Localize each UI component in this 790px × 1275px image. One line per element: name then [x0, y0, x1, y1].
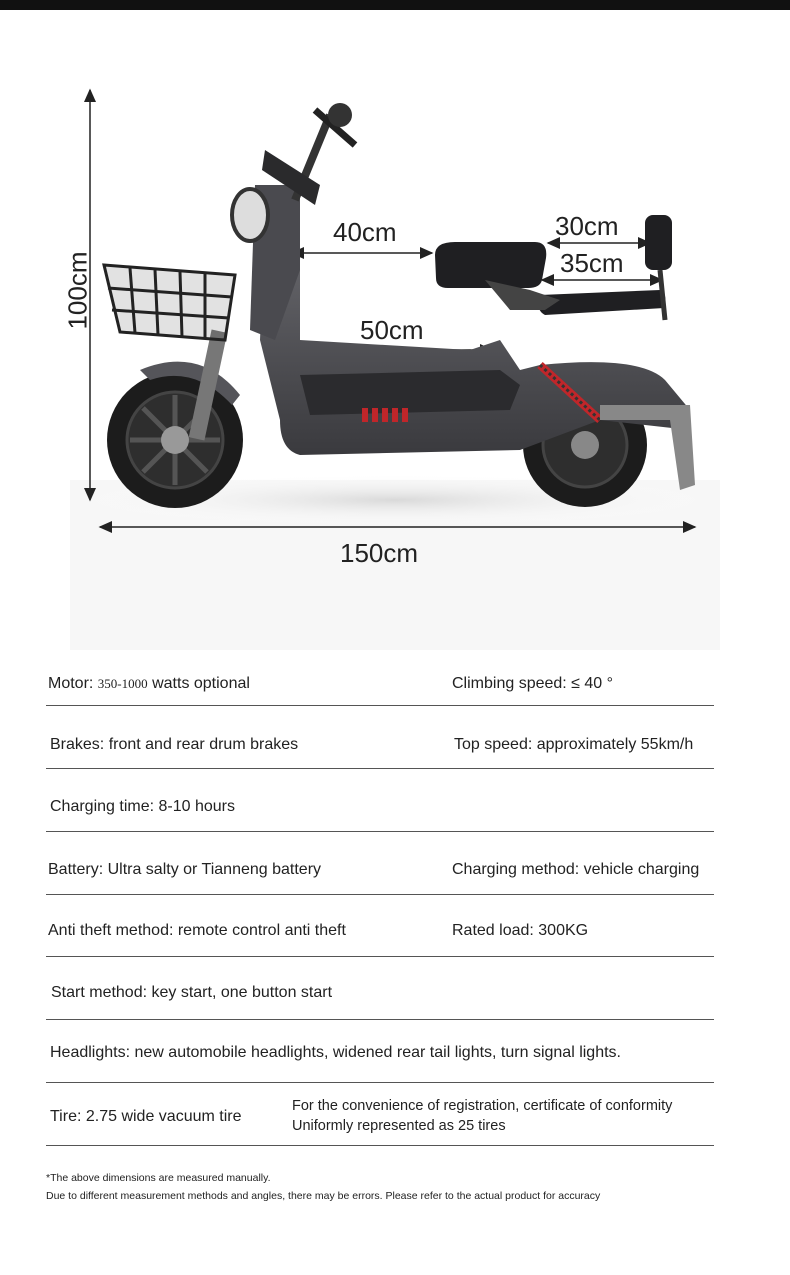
rear-seat: [538, 290, 665, 315]
front-seat: [435, 242, 546, 288]
battery-spec: Battery: Ultra salty or Tianneng battery: [48, 861, 322, 878]
handlebar-seat-label: 40cm: [333, 217, 397, 247]
headlight: [232, 189, 268, 241]
top-border: [0, 0, 790, 10]
spec-row-charging-time: [46, 768, 714, 832]
length-label: 150cm: [340, 538, 419, 568]
height-label: 100cm: [62, 251, 93, 330]
dimension-note-1: *The above dimensions are measured manually.: [46, 1172, 271, 1184]
scooter-dimension-figure: [0, 10, 790, 650]
headlights-spec: Headlights: new automobile headlights, widened rear tail lights, turn signal lights.: [50, 1044, 621, 1061]
spec-row-start-method: [46, 956, 714, 1020]
spec-row-headlights: [46, 1019, 714, 1083]
spec-row-battery: [46, 831, 714, 895]
registration-line-2: Uniformly represented as 25 tires: [292, 1118, 506, 1134]
front-basket: [104, 265, 235, 340]
tire-spec: Tire: 2.75 wide vacuum tire: [50, 1108, 242, 1125]
brakes-spec: Brakes: front and rear drum brakes: [50, 736, 299, 753]
spec-row-brakes: [46, 705, 714, 769]
footboard: [300, 370, 520, 415]
rated-load-spec: Rated load: 300KG: [452, 922, 589, 939]
footboard-label: 50cm: [360, 315, 424, 345]
rear-seat-top-label: 30cm: [555, 211, 619, 241]
top-speed-spec: Top speed: approximately 55km/h: [454, 736, 694, 753]
motor-spec: [48, 675, 250, 693]
mirror: [328, 103, 352, 127]
charging-time-spec: Charging time: 8-10 hours: [50, 798, 235, 815]
spec-row-tire: [46, 1082, 714, 1146]
motor-label: Motor:: [48, 675, 94, 692]
climbing-spec: Climbing speed: ≤ 40 °: [452, 675, 614, 692]
spec-row-motor: [46, 660, 714, 706]
motor-value: 350-1000: [97, 676, 148, 691]
charging-method-spec: Charging method: vehicle charging: [452, 861, 700, 878]
dimension-note-2: Due to different measurement methods and angles, there may be errors. Please refer to the actual product for accuracy: [46, 1190, 601, 1202]
spec-row-anti-theft: [46, 894, 714, 957]
start-method-spec: Start method: key start, one button start: [51, 984, 333, 1001]
motor-suffix: watts optional: [152, 675, 250, 692]
rear-seat-label: 35cm: [560, 248, 624, 278]
anti-theft-spec: Anti theft method: remote control anti theft: [48, 922, 346, 939]
backrest: [645, 215, 672, 270]
registration-line-1: For the convenience of registration, certificate of conformity: [292, 1098, 673, 1114]
